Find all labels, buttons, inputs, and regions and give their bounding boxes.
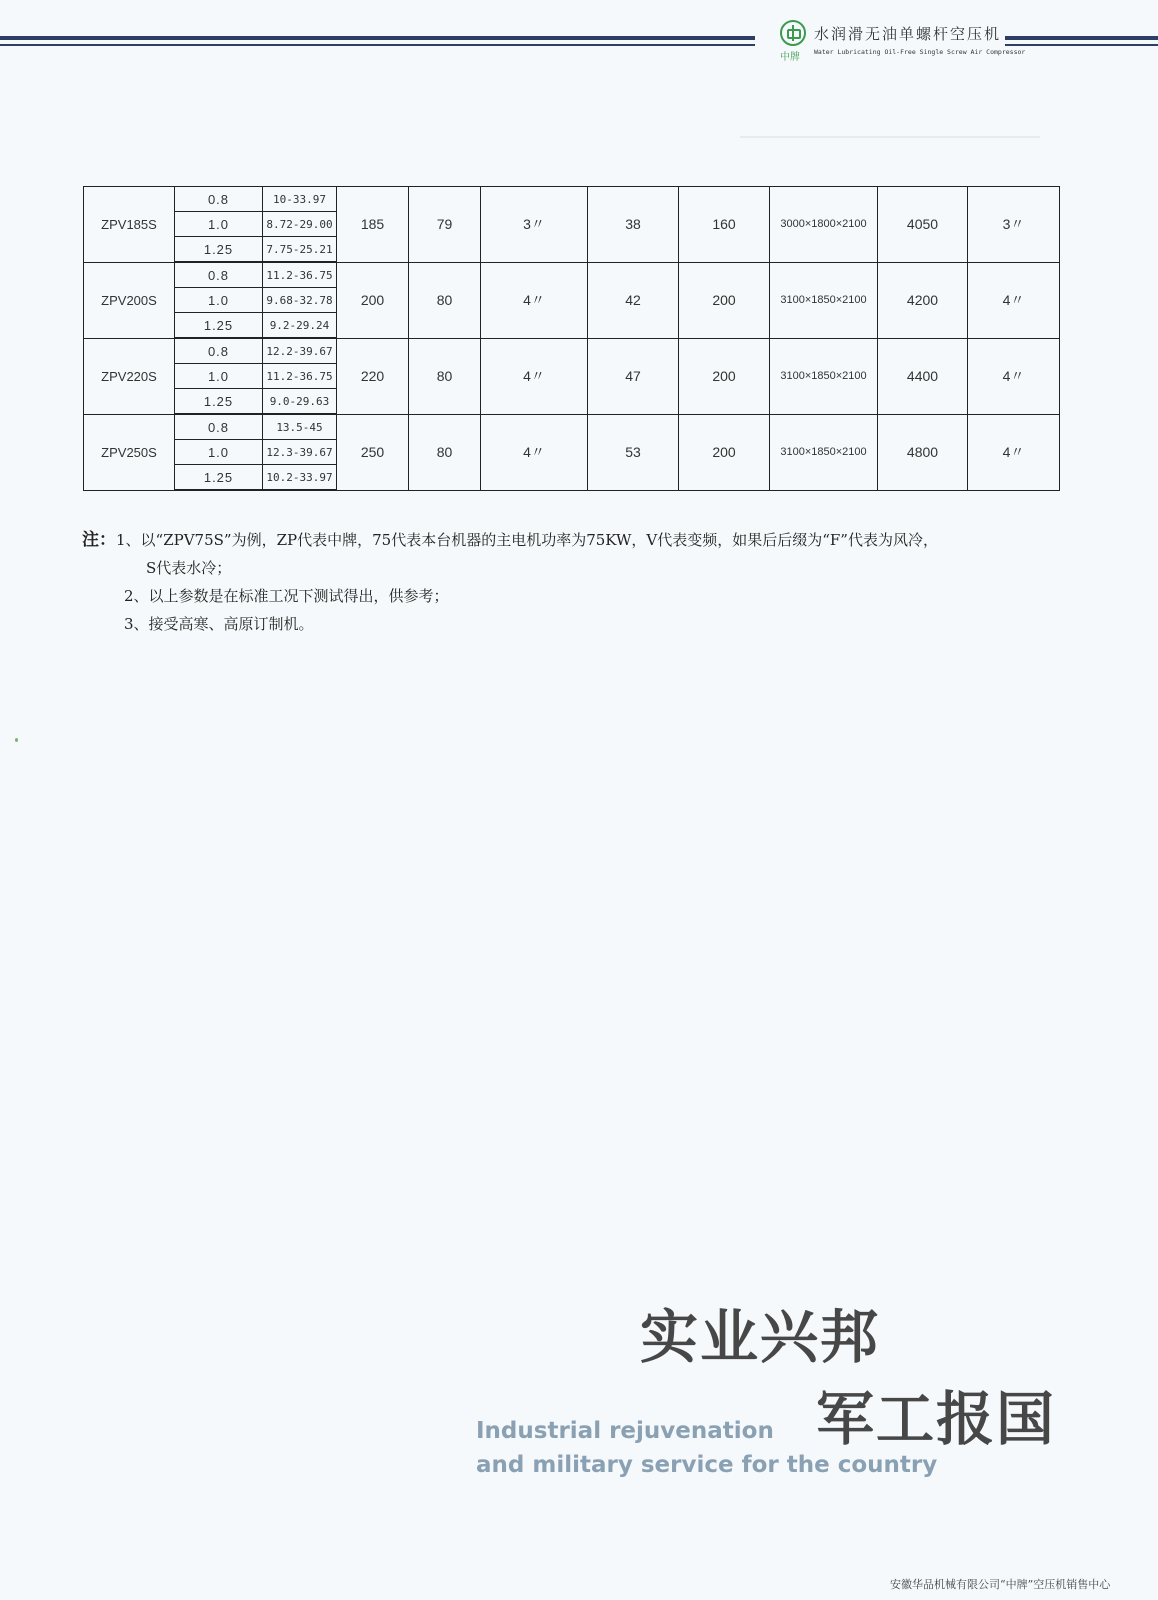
dimensions-cell: 3100×1850×2100 (770, 338, 878, 414)
dimensions-cell: 3000×1800×2100 (770, 187, 878, 263)
header-bar-right-thin (1005, 44, 1158, 46)
flow-cell: 9.0-29.63 (263, 389, 337, 415)
water-cell: 200 (679, 414, 770, 490)
pressure-cell: 1.25 (175, 313, 263, 339)
flow-cell: 12.3-39.67 (263, 440, 337, 465)
water-pipe-cell: 4〃 (968, 262, 1060, 338)
note-line-1 (82, 526, 1072, 554)
pressure-cell: 1.0 (175, 364, 263, 389)
water-pipe-cell: 3〃 (968, 187, 1060, 263)
power-cell: 200 (337, 262, 409, 338)
cooling-cell: 38 (588, 187, 679, 263)
note-label: 注： (82, 530, 116, 550)
water-cell: 200 (679, 262, 770, 338)
pressure-cell: 1.0 (175, 288, 263, 313)
noise-cell: 80 (409, 338, 481, 414)
flow-cell: 9.2-29.24 (263, 313, 337, 339)
pressure-cell: 0.8 (175, 262, 263, 288)
brand-title-en: Water Lubricating Oil-Free Single Screw Air Compressor (814, 48, 1026, 56)
brand-logo-icon (780, 20, 806, 46)
model-group (84, 338, 1060, 414)
brand-title-cn: 水润滑无油单螺杆空压机 (814, 25, 1002, 43)
spec-table (83, 186, 1060, 491)
slogan-en-2: and military service for the country (476, 1452, 938, 1478)
flow-cell: 10-33.97 (263, 187, 337, 212)
pressure-cell: 1.0 (175, 212, 263, 237)
footer-company: 安徽华品机械有限公司“中牌”空压机销售中心 (890, 1578, 1111, 1591)
slogan-cn-2: 军工报国 (816, 1385, 1057, 1453)
header-brand (780, 20, 1026, 64)
water-cell: 200 (679, 338, 770, 414)
model-group (84, 414, 1060, 490)
pressure-cell: 1.25 (175, 389, 263, 415)
model-cell: ZPV250S (84, 414, 175, 490)
model-group (84, 187, 1060, 263)
outlet-cell: 3〃 (481, 187, 588, 263)
model-group (84, 262, 1060, 338)
note-line-2: 2、以上参数是在标准工况下测试得出，供参考； (124, 587, 449, 605)
header-bar-left (0, 36, 755, 40)
table-row (84, 414, 1060, 440)
model-cell: ZPV185S (84, 187, 175, 263)
flow-cell: 13.5-45 (263, 414, 337, 440)
power-cell: 220 (337, 338, 409, 414)
weight-cell: 4050 (878, 187, 968, 263)
pressure-cell: 1.25 (175, 465, 263, 491)
note-line-1b: S代表水冷； (146, 559, 232, 577)
model-cell: ZPV220S (84, 338, 175, 414)
table-row (84, 187, 1060, 212)
flow-cell: 11.2-36.75 (263, 364, 337, 389)
pressure-cell: 1.0 (175, 440, 263, 465)
pressure-cell: 1.25 (175, 237, 263, 263)
power-cell: 185 (337, 187, 409, 263)
slogan-cn-1: 实业兴邦 (640, 1303, 881, 1371)
flow-cell: 11.2-36.75 (263, 262, 337, 288)
slogan-en (476, 1414, 937, 1482)
flow-cell: 10.2-33.97 (263, 465, 337, 491)
flow-cell: 12.2-39.67 (263, 338, 337, 364)
weight-cell: 4400 (878, 338, 968, 414)
cooling-cell: 47 (588, 338, 679, 414)
water-pipe-cell: 4〃 (968, 338, 1060, 414)
weight-cell: 4800 (878, 414, 968, 490)
model-cell: ZPV200S (84, 262, 175, 338)
water-pipe-cell: 4〃 (968, 414, 1060, 490)
dimensions-cell: 3100×1850×2100 (770, 414, 878, 490)
table-row (84, 262, 1060, 288)
noise-cell: 79 (409, 187, 481, 263)
flow-cell: 8.72-29.00 (263, 212, 337, 237)
pressure-cell: 0.8 (175, 338, 263, 364)
dimensions-cell: 3100×1850×2100 (770, 262, 878, 338)
cooling-cell: 42 (588, 262, 679, 338)
header-bar-left-thin (0, 44, 755, 46)
power-cell: 250 (337, 414, 409, 490)
noise-cell: 80 (409, 262, 481, 338)
water-cell: 160 (679, 187, 770, 263)
outlet-cell: 4〃 (481, 414, 588, 490)
table-row (84, 338, 1060, 364)
note-text-1: 1、以“ZPV75S”为例，ZP代表中牌，75代表本台机器的主电机功率为75KW，V代表变频，如果后后缀为“F”代表为风冷， (116, 531, 938, 549)
pressure-cell: 0.8 (175, 187, 263, 212)
weight-cell: 4200 (878, 262, 968, 338)
notes-section (82, 526, 1072, 638)
cooling-cell: 53 (588, 414, 679, 490)
outlet-cell: 4〃 (481, 338, 588, 414)
divider (740, 136, 1040, 138)
noise-cell: 80 (409, 414, 481, 490)
logo-text: 中牌 (780, 52, 800, 63)
flow-cell: 9.68-32.78 (263, 288, 337, 313)
outlet-cell: 4〃 (481, 262, 588, 338)
flow-cell: 7.75-25.21 (263, 237, 337, 263)
note-line-3: 3、接受高寒、高原订制机。 (124, 615, 314, 633)
slogan-en-1: Industrial rejuvenation (476, 1418, 774, 1444)
decorative-dot (15, 738, 18, 742)
header-bar-right (1005, 36, 1158, 40)
pressure-cell: 0.8 (175, 414, 263, 440)
